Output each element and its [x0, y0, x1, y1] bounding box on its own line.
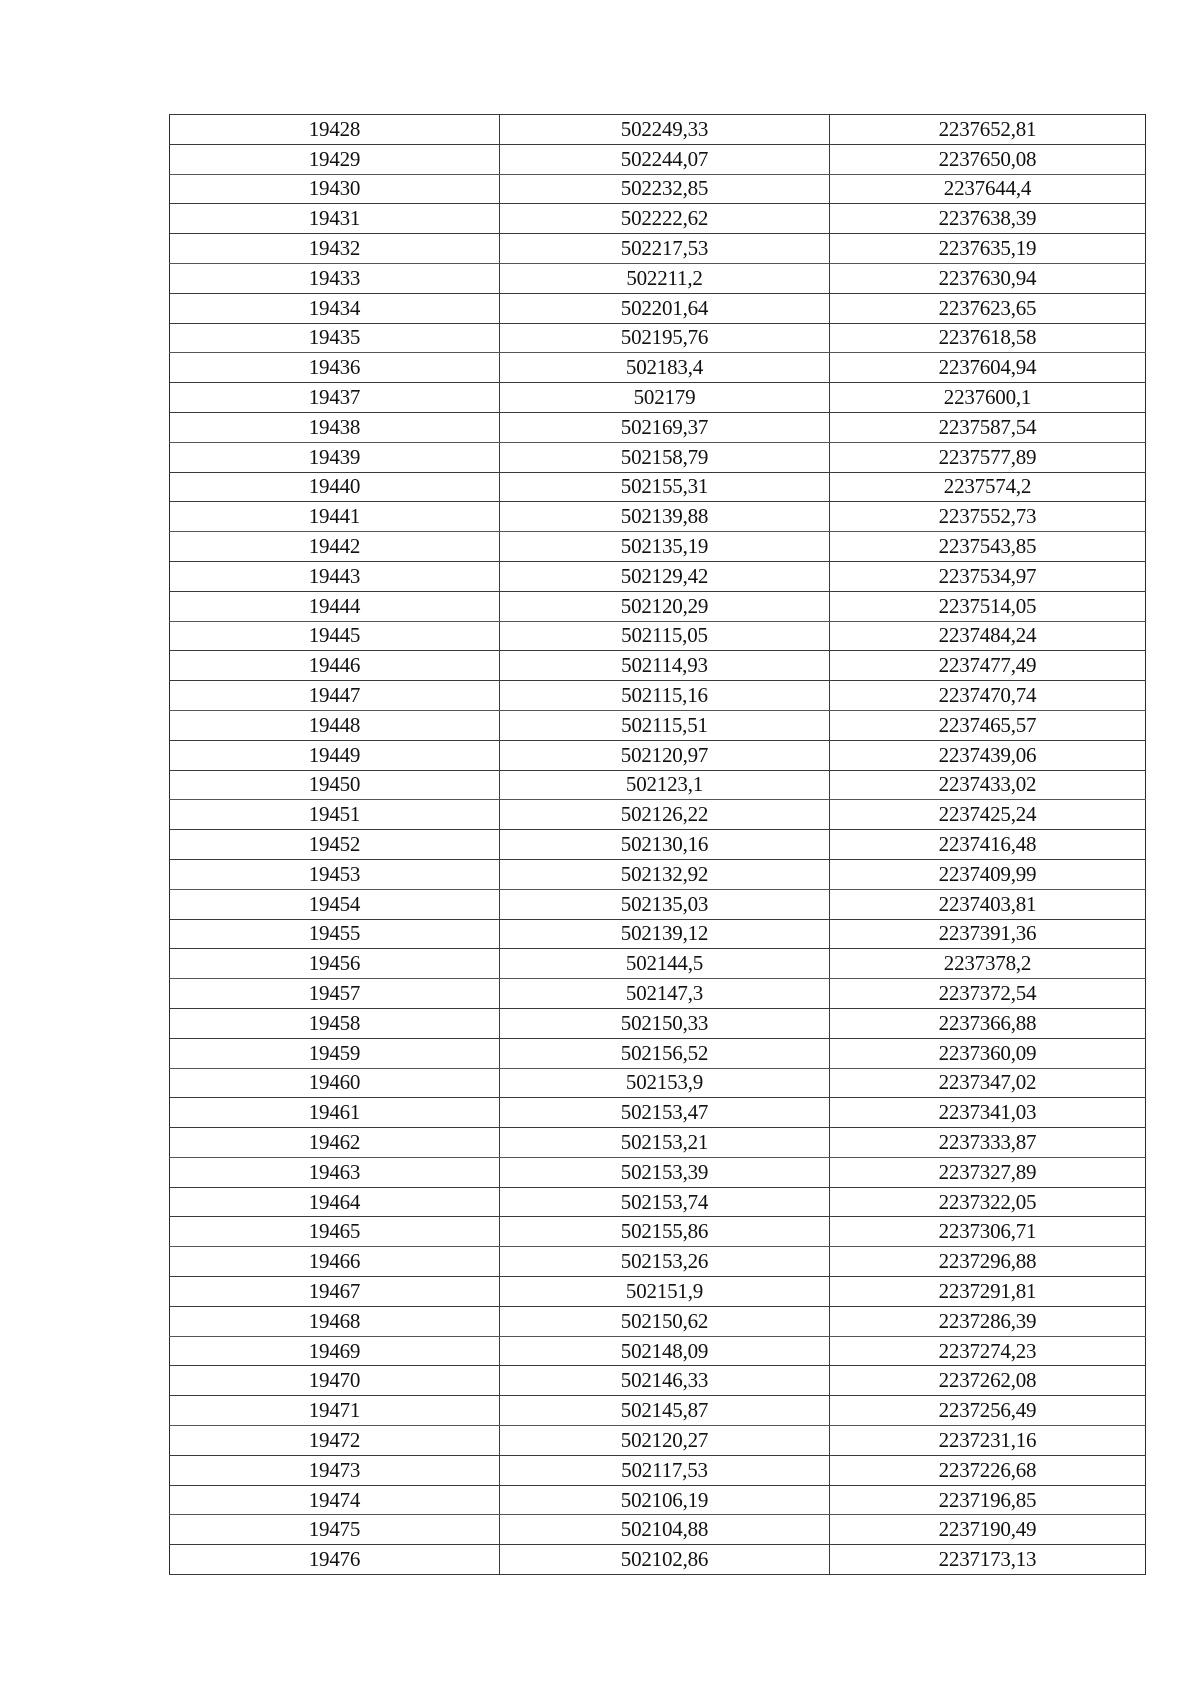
y-coordinate-cell: 2237587,54 — [830, 412, 1146, 442]
point-number-cell: 19451 — [170, 800, 500, 830]
table-row — [170, 1515, 1146, 1545]
x-coordinate-cell: 502132,92 — [500, 859, 830, 889]
x-coordinate-cell: 502135,19 — [500, 532, 830, 562]
table-row — [170, 710, 1146, 740]
x-coordinate-cell: 502123,1 — [500, 770, 830, 800]
x-coordinate-cell: 502244,07 — [500, 144, 830, 174]
x-coordinate-cell: 502106,19 — [500, 1485, 830, 1515]
point-number-cell: 19473 — [170, 1455, 500, 1485]
y-coordinate-cell: 2237409,99 — [830, 859, 1146, 889]
y-coordinate-cell: 2237256,49 — [830, 1396, 1146, 1426]
x-coordinate-cell: 502104,88 — [500, 1515, 830, 1545]
point-number-cell: 19468 — [170, 1306, 500, 1336]
point-number-cell: 19450 — [170, 770, 500, 800]
y-coordinate-cell: 2237296,88 — [830, 1247, 1146, 1277]
point-number-cell: 19470 — [170, 1366, 500, 1396]
table-row — [170, 859, 1146, 889]
coordinates-table-body — [170, 115, 1146, 1575]
x-coordinate-cell: 502211,2 — [500, 263, 830, 293]
point-number-cell: 19428 — [170, 115, 500, 145]
y-coordinate-cell: 2237347,02 — [830, 1068, 1146, 1098]
point-number-cell: 19447 — [170, 681, 500, 711]
y-coordinate-cell: 2237465,57 — [830, 710, 1146, 740]
y-coordinate-cell: 2237534,97 — [830, 561, 1146, 591]
x-coordinate-cell: 502153,39 — [500, 1157, 830, 1187]
point-number-cell: 19429 — [170, 144, 500, 174]
x-coordinate-cell: 502169,37 — [500, 412, 830, 442]
table-row — [170, 174, 1146, 204]
point-number-cell: 19443 — [170, 561, 500, 591]
x-coordinate-cell: 502102,86 — [500, 1545, 830, 1575]
x-coordinate-cell: 502155,86 — [500, 1217, 830, 1247]
x-coordinate-cell: 502153,47 — [500, 1098, 830, 1128]
point-number-cell: 19476 — [170, 1545, 500, 1575]
table-row — [170, 1247, 1146, 1277]
y-coordinate-cell: 2237341,03 — [830, 1098, 1146, 1128]
y-coordinate-cell: 2237366,88 — [830, 1008, 1146, 1038]
table-row — [170, 502, 1146, 532]
x-coordinate-cell: 502114,93 — [500, 651, 830, 681]
point-number-cell: 19436 — [170, 353, 500, 383]
point-number-cell: 19464 — [170, 1187, 500, 1217]
x-coordinate-cell: 502150,33 — [500, 1008, 830, 1038]
table-row — [170, 1485, 1146, 1515]
table-row — [170, 472, 1146, 502]
y-coordinate-cell: 2237173,13 — [830, 1545, 1146, 1575]
table-row — [170, 353, 1146, 383]
table-row — [170, 383, 1146, 413]
table-row — [170, 1157, 1146, 1187]
x-coordinate-cell: 502222,62 — [500, 204, 830, 234]
point-number-cell: 19435 — [170, 323, 500, 353]
x-coordinate-cell: 502130,16 — [500, 830, 830, 860]
table-row — [170, 1098, 1146, 1128]
y-coordinate-cell: 2237291,81 — [830, 1277, 1146, 1307]
point-number-cell: 19455 — [170, 919, 500, 949]
x-coordinate-cell: 502195,76 — [500, 323, 830, 353]
point-number-cell: 19449 — [170, 740, 500, 770]
x-coordinate-cell: 502115,16 — [500, 681, 830, 711]
point-number-cell: 19433 — [170, 263, 500, 293]
table-row — [170, 1396, 1146, 1426]
y-coordinate-cell: 2237477,49 — [830, 651, 1146, 681]
point-number-cell: 19461 — [170, 1098, 500, 1128]
y-coordinate-cell: 2237600,1 — [830, 383, 1146, 413]
table-row — [170, 442, 1146, 472]
x-coordinate-cell: 502183,4 — [500, 353, 830, 383]
x-coordinate-cell: 502232,85 — [500, 174, 830, 204]
x-coordinate-cell: 502147,3 — [500, 979, 830, 1009]
point-number-cell: 19448 — [170, 710, 500, 740]
point-number-cell: 19462 — [170, 1128, 500, 1158]
y-coordinate-cell: 2237623,65 — [830, 293, 1146, 323]
point-number-cell: 19475 — [170, 1515, 500, 1545]
table-row — [170, 919, 1146, 949]
point-number-cell: 19454 — [170, 889, 500, 919]
y-coordinate-cell: 2237262,08 — [830, 1366, 1146, 1396]
x-coordinate-cell: 502155,31 — [500, 472, 830, 502]
table-row — [170, 949, 1146, 979]
point-number-cell: 19439 — [170, 442, 500, 472]
x-coordinate-cell: 502144,5 — [500, 949, 830, 979]
x-coordinate-cell: 502153,21 — [500, 1128, 830, 1158]
y-coordinate-cell: 2237635,19 — [830, 234, 1146, 264]
y-coordinate-cell: 2237630,94 — [830, 263, 1146, 293]
y-coordinate-cell: 2237433,02 — [830, 770, 1146, 800]
y-coordinate-cell: 2237470,74 — [830, 681, 1146, 711]
x-coordinate-cell: 502146,33 — [500, 1366, 830, 1396]
x-coordinate-cell: 502153,74 — [500, 1187, 830, 1217]
y-coordinate-cell: 2237274,23 — [830, 1336, 1146, 1366]
point-number-cell: 19452 — [170, 830, 500, 860]
table-row — [170, 591, 1146, 621]
y-coordinate-cell: 2237333,87 — [830, 1128, 1146, 1158]
point-number-cell: 19459 — [170, 1038, 500, 1068]
point-number-cell: 19444 — [170, 591, 500, 621]
table-row — [170, 293, 1146, 323]
x-coordinate-cell: 502153,9 — [500, 1068, 830, 1098]
x-coordinate-cell: 502217,53 — [500, 234, 830, 264]
y-coordinate-cell: 2237425,24 — [830, 800, 1146, 830]
table-row — [170, 651, 1146, 681]
point-number-cell: 19441 — [170, 502, 500, 532]
y-coordinate-cell: 2237484,24 — [830, 621, 1146, 651]
point-number-cell: 19472 — [170, 1426, 500, 1456]
y-coordinate-cell: 2237650,08 — [830, 144, 1146, 174]
point-number-cell: 19458 — [170, 1008, 500, 1038]
table-row — [170, 1008, 1146, 1038]
y-coordinate-cell: 2237514,05 — [830, 591, 1146, 621]
table-row — [170, 1187, 1146, 1217]
x-coordinate-cell: 502129,42 — [500, 561, 830, 591]
point-number-cell: 19463 — [170, 1157, 500, 1187]
y-coordinate-cell: 2237360,09 — [830, 1038, 1146, 1068]
point-number-cell: 19438 — [170, 412, 500, 442]
point-number-cell: 19446 — [170, 651, 500, 681]
y-coordinate-cell: 2237416,48 — [830, 830, 1146, 860]
x-coordinate-cell: 502120,27 — [500, 1426, 830, 1456]
x-coordinate-cell: 502139,12 — [500, 919, 830, 949]
y-coordinate-cell: 2237604,94 — [830, 353, 1146, 383]
y-coordinate-cell: 2237543,85 — [830, 532, 1146, 562]
x-coordinate-cell: 502201,64 — [500, 293, 830, 323]
y-coordinate-cell: 2237286,39 — [830, 1306, 1146, 1336]
table-row — [170, 115, 1146, 145]
point-number-cell: 19431 — [170, 204, 500, 234]
y-coordinate-cell: 2237552,73 — [830, 502, 1146, 532]
y-coordinate-cell: 2237403,81 — [830, 889, 1146, 919]
point-number-cell: 19466 — [170, 1247, 500, 1277]
y-coordinate-cell: 2237372,54 — [830, 979, 1146, 1009]
x-coordinate-cell: 502145,87 — [500, 1396, 830, 1426]
point-number-cell: 19434 — [170, 293, 500, 323]
table-row — [170, 681, 1146, 711]
point-number-cell: 19474 — [170, 1485, 500, 1515]
x-coordinate-cell: 502117,53 — [500, 1455, 830, 1485]
x-coordinate-cell: 502249,33 — [500, 115, 830, 145]
table-row — [170, 979, 1146, 1009]
x-coordinate-cell: 502151,9 — [500, 1277, 830, 1307]
table-row — [170, 1128, 1146, 1158]
table-row — [170, 263, 1146, 293]
y-coordinate-cell: 2237618,58 — [830, 323, 1146, 353]
table-row — [170, 532, 1146, 562]
x-coordinate-cell: 502150,62 — [500, 1306, 830, 1336]
table-row — [170, 1426, 1146, 1456]
y-coordinate-cell: 2237574,2 — [830, 472, 1146, 502]
table-row — [170, 1455, 1146, 1485]
y-coordinate-cell: 2237196,85 — [830, 1485, 1146, 1515]
table-row — [170, 740, 1146, 770]
point-number-cell: 19442 — [170, 532, 500, 562]
point-number-cell: 19453 — [170, 859, 500, 889]
point-number-cell: 19465 — [170, 1217, 500, 1247]
x-coordinate-cell: 502115,05 — [500, 621, 830, 651]
x-coordinate-cell: 502148,09 — [500, 1336, 830, 1366]
x-coordinate-cell: 502115,51 — [500, 710, 830, 740]
point-number-cell: 19445 — [170, 621, 500, 651]
table-row — [170, 234, 1146, 264]
table-row — [170, 770, 1146, 800]
y-coordinate-cell: 2237391,36 — [830, 919, 1146, 949]
point-number-cell: 19460 — [170, 1068, 500, 1098]
x-coordinate-cell: 502158,79 — [500, 442, 830, 472]
table-row — [170, 323, 1146, 353]
table-row — [170, 889, 1146, 919]
table-row — [170, 621, 1146, 651]
x-coordinate-cell: 502156,52 — [500, 1038, 830, 1068]
y-coordinate-cell: 2237577,89 — [830, 442, 1146, 472]
table-row — [170, 1336, 1146, 1366]
table-row — [170, 144, 1146, 174]
y-coordinate-cell: 2237327,89 — [830, 1157, 1146, 1187]
table-row — [170, 1217, 1146, 1247]
table-row — [170, 1068, 1146, 1098]
coordinates-table — [169, 114, 1146, 1575]
point-number-cell: 19471 — [170, 1396, 500, 1426]
point-number-cell: 19432 — [170, 234, 500, 264]
y-coordinate-cell: 2237226,68 — [830, 1455, 1146, 1485]
table-row — [170, 800, 1146, 830]
x-coordinate-cell: 502126,22 — [500, 800, 830, 830]
y-coordinate-cell: 2237306,71 — [830, 1217, 1146, 1247]
table-row — [170, 412, 1146, 442]
point-number-cell: 19456 — [170, 949, 500, 979]
point-number-cell: 19437 — [170, 383, 500, 413]
y-coordinate-cell: 2237378,2 — [830, 949, 1146, 979]
x-coordinate-cell: 502120,29 — [500, 591, 830, 621]
table-row — [170, 1277, 1146, 1307]
y-coordinate-cell: 2237638,39 — [830, 204, 1146, 234]
point-number-cell: 19440 — [170, 472, 500, 502]
table-row — [170, 1366, 1146, 1396]
x-coordinate-cell: 502153,26 — [500, 1247, 830, 1277]
x-coordinate-cell: 502120,97 — [500, 740, 830, 770]
x-coordinate-cell: 502135,03 — [500, 889, 830, 919]
table-row — [170, 561, 1146, 591]
table-row — [170, 1545, 1146, 1575]
x-coordinate-cell: 502179 — [500, 383, 830, 413]
y-coordinate-cell: 2237322,05 — [830, 1187, 1146, 1217]
x-coordinate-cell: 502139,88 — [500, 502, 830, 532]
y-coordinate-cell: 2237439,06 — [830, 740, 1146, 770]
y-coordinate-cell: 2237644,4 — [830, 174, 1146, 204]
y-coordinate-cell: 2237190,49 — [830, 1515, 1146, 1545]
point-number-cell: 19467 — [170, 1277, 500, 1307]
table-row — [170, 1038, 1146, 1068]
point-number-cell: 19430 — [170, 174, 500, 204]
y-coordinate-cell: 2237652,81 — [830, 115, 1146, 145]
point-number-cell: 19457 — [170, 979, 500, 1009]
table-row — [170, 830, 1146, 860]
point-number-cell: 19469 — [170, 1336, 500, 1366]
y-coordinate-cell: 2237231,16 — [830, 1426, 1146, 1456]
table-row — [170, 204, 1146, 234]
table-row — [170, 1306, 1146, 1336]
